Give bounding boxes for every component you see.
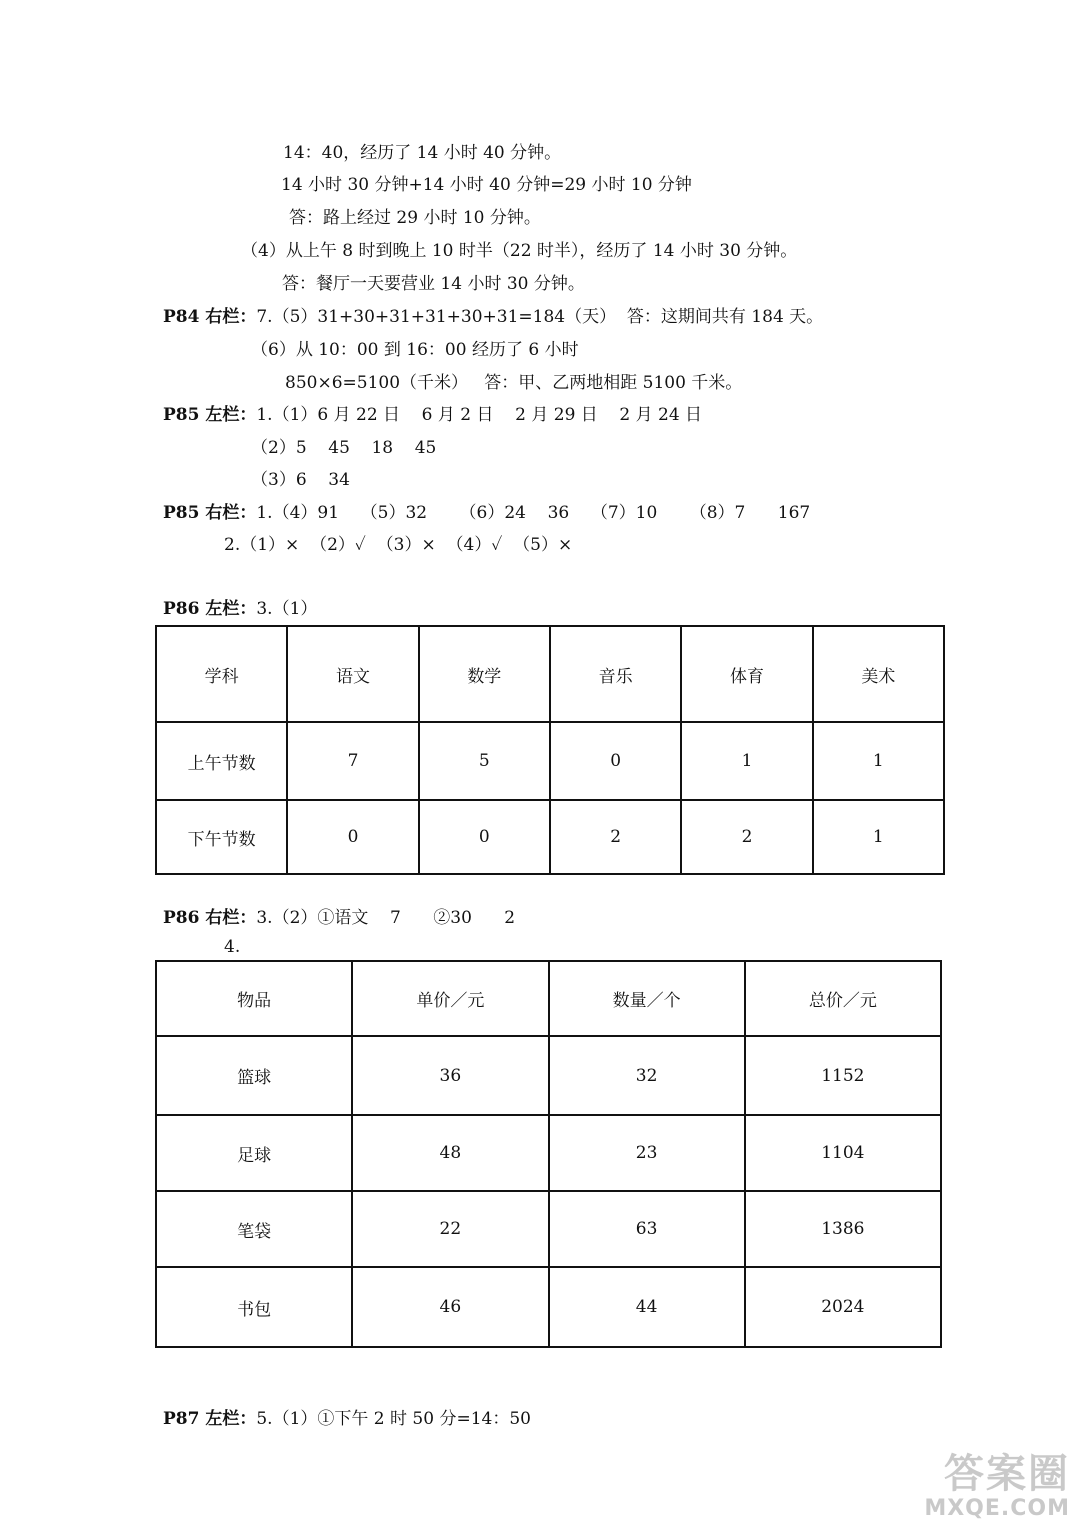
text-line: 答：餐厅一天要营业 14 小时 30 分钟。 [282, 274, 585, 294]
table-cell: 上午节数 [156, 722, 287, 800]
table-cell: 48 [352, 1115, 548, 1191]
table-cell: 46 [352, 1267, 548, 1347]
table-row [156, 1036, 941, 1115]
text-line: P86 左栏：3.（1） [163, 599, 318, 619]
text-line: 2.（1）× （2）✓ （3）× （4）✓ （5）× [224, 535, 573, 555]
text-line: （4）从上午 8 时到晚上 10 时半（22 时半），经历了 14 小时 30 分钟。 [241, 241, 798, 261]
table-cell: 0 [287, 800, 418, 874]
table-cell: 0 [550, 722, 681, 800]
text-line: 14 小时 30 分钟+14 小时 40 分钟=29 小时 10 分钟 [281, 175, 692, 195]
schedule-table [155, 625, 945, 875]
text-line: P87 左栏：5.（1）①下午 2 时 50 分=14：50 [163, 1409, 531, 1429]
section-label: P85 右栏： [163, 503, 257, 523]
text-line: P85 右栏：1.（4）91 （5）32 （6）24 36 （7）10 （8）7 167 [163, 503, 811, 523]
table-row [156, 961, 941, 1036]
table-cell: 5 [419, 722, 550, 800]
table-cell: 63 [549, 1191, 745, 1267]
section-label: P86 左栏： [163, 599, 257, 619]
table-header-cell: 单价／元 [352, 961, 548, 1036]
table-header-cell: 美术 [813, 626, 944, 722]
table-cell: 1 [813, 800, 944, 874]
section-label: P84 右栏： [163, 307, 257, 327]
text-line: （6）从 10：00 到 16：00 经历了 6 小时 [251, 340, 579, 360]
table-header-cell: 数学 [419, 626, 550, 722]
table-cell: 1 [813, 722, 944, 800]
table-cell: 0 [419, 800, 550, 874]
table-cell: 1 [681, 722, 812, 800]
text-line: 答：路上经过 29 小时 10 分钟。 [289, 208, 541, 228]
table-cell: 书包 [156, 1267, 352, 1347]
text-line: P84 右栏：7.（5）31+30+31+31+30+31=184（天） 答：这期间共有 184 天。 [163, 307, 824, 327]
table-cell: 2024 [745, 1267, 941, 1347]
text-line: （2）5 45 18 45 [251, 438, 437, 458]
table-row [156, 722, 944, 800]
table-cell: 36 [352, 1036, 548, 1115]
text-line: 4. [224, 937, 241, 957]
table-cell: 1386 [745, 1191, 941, 1267]
items-price-table [155, 960, 942, 1348]
watermark-logo: 答案圈 MXQE.COM [924, 1451, 1070, 1521]
table-row [156, 1267, 941, 1347]
text-line: 850×6=5100（千米） 答：甲、乙两地相距 5100 千米。 [285, 373, 743, 393]
text-line: 14：40，经历了 14 小时 40 分钟。 [283, 143, 562, 163]
table-header-cell: 语文 [287, 626, 418, 722]
section-label: P85 左栏： [163, 405, 257, 425]
table-header-cell: 总价／元 [745, 961, 941, 1036]
table-cell: 笔袋 [156, 1191, 352, 1267]
table-header-cell: 体育 [681, 626, 812, 722]
table-cell: 2 [681, 800, 812, 874]
table-row [156, 800, 944, 874]
table-header-cell: 学科 [156, 626, 287, 722]
table-row [156, 1115, 941, 1191]
text-line: P86 右栏：3.（2）①语文 7 ②30 2 [163, 908, 516, 928]
table-cell: 32 [549, 1036, 745, 1115]
section-label: P87 左栏： [163, 1409, 257, 1429]
section-label: P86 右栏： [163, 908, 257, 928]
table-header-cell: 物品 [156, 961, 352, 1036]
table-cell: 1152 [745, 1036, 941, 1115]
table-header-cell: 数量／个 [549, 961, 745, 1036]
table-header-cell: 音乐 [550, 626, 681, 722]
table-row [156, 1191, 941, 1267]
table-cell: 足球 [156, 1115, 352, 1191]
table-row [156, 626, 944, 722]
table-cell: 篮球 [156, 1036, 352, 1115]
table-cell: 7 [287, 722, 418, 800]
table-cell: 2 [550, 800, 681, 874]
text-line: P85 左栏：1.（1）6 月 22 日 6 月 2 日 2 月 29 日 2 月 24 日 [163, 405, 703, 425]
table-cell: 44 [549, 1267, 745, 1347]
table-cell: 23 [549, 1115, 745, 1191]
table-cell: 22 [352, 1191, 548, 1267]
table-cell: 下午节数 [156, 800, 287, 874]
text-line: （3）6 34 [251, 470, 350, 490]
table-cell: 1104 [745, 1115, 941, 1191]
